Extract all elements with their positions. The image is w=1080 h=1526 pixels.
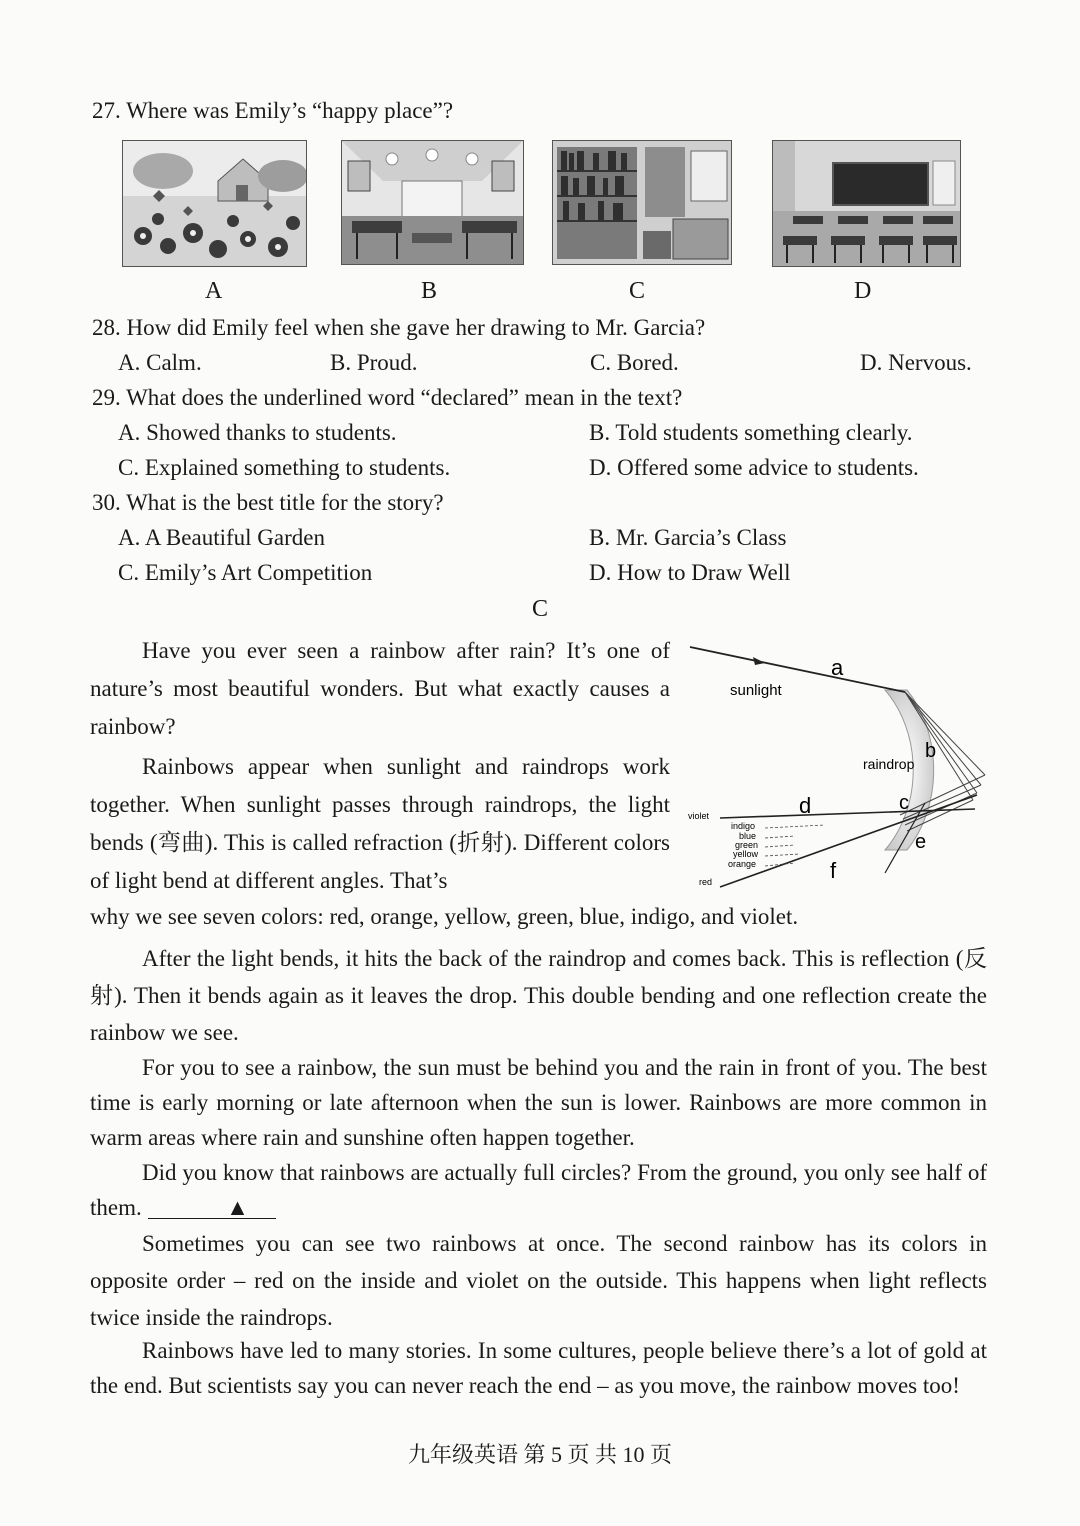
page-footer: 九年级英语 第 5 页 共 10 页 xyxy=(407,1442,672,1467)
question-29-option-d[interactable]: D. Offered some advice to students. xyxy=(589,455,919,480)
ray-f xyxy=(720,795,977,887)
question-28-option-c[interactable]: C. Bored. xyxy=(590,350,679,375)
diagram-label-a: a xyxy=(831,655,844,680)
question-28-option-a[interactable]: A. Calm. xyxy=(118,350,202,375)
diagram-label-e: e xyxy=(915,831,927,853)
question-29-option-a[interactable]: A. Showed thanks to students. xyxy=(118,420,397,445)
diagram-sunlight-label: sunlight xyxy=(730,682,782,699)
passage-paragraph-2-continued: why we see seven colors: red, orange, yellow, green, blue, indigo, and violet. xyxy=(90,904,799,929)
question-28-option-d[interactable]: D. Nervous. xyxy=(860,350,972,375)
question-29-stem: 29. What does the underlined word “declared” mean in the text? xyxy=(92,385,683,410)
diagram-label-b: b xyxy=(925,740,937,762)
garden-picture xyxy=(122,140,307,267)
passage-paragraph-2: Rainbows appear when sunlight and raindrops work together. When sunlight passes through raindrops, the light bends (弯曲). This is called refraction (折射). Different colors of light bend at different angles. That’s xyxy=(90,754,670,893)
passage-paragraph-3: After the light bends, it hits the back of the raindrop and comes back. This is reflection (反射). Then it bends again as it leaves the drop. This double bending and one reflection create the rainbow we see. xyxy=(90,946,987,1045)
question-29-option-b[interactable]: B. Told students something clearly. xyxy=(589,420,913,445)
passage-paragraph-4: For you to see a rainbow, the sun must be behind you and the rain in front of you. The best time is early morning or late afternoon when the sun is lower. Rainbows are more common in warm areas where rain and sunshine often happen together. xyxy=(90,1055,987,1150)
diagram-red-label: red xyxy=(699,877,713,887)
question-27-stem: 27. Where was Emily’s “happy place”? xyxy=(92,98,454,123)
option-a-label[interactable]: A xyxy=(205,278,223,304)
option-d-label[interactable]: D xyxy=(854,278,872,304)
rainbow-refraction-diagram xyxy=(685,635,995,895)
classroom-picture xyxy=(772,140,961,267)
passage-paragraph-5 xyxy=(90,1155,987,1225)
question-30-option-a[interactable]: A. A Beautiful Garden xyxy=(118,525,325,550)
diagram-indigo-label: indigo xyxy=(731,821,756,831)
diagram-blue-label: blue xyxy=(739,831,757,841)
question-30-option-d[interactable]: D. How to Draw Well xyxy=(589,560,791,585)
diagram-yellow-label: yellow xyxy=(733,849,759,859)
cafe-interior-picture xyxy=(341,140,524,265)
blank-marker: ▲ xyxy=(226,1195,249,1220)
question-30-option-b[interactable]: B. Mr. Garcia’s Class xyxy=(589,525,787,550)
answer-blank[interactable] xyxy=(148,1195,276,1220)
passage-paragraph-7: Rainbows have led to many stories. In some cultures, people believe there’s a lot of gold at the end. But scientists say you can never reach the end – as you move, the rainbow moves too! xyxy=(90,1338,987,1398)
diagram-label-f: f xyxy=(830,858,837,883)
section-c-heading: C xyxy=(532,596,549,622)
question-30-stem: 30. What is the best title for the story? xyxy=(92,490,444,515)
passage-paragraph-5-text: Did you know that rainbows are actually full circles? From the ground, you only see half of them. xyxy=(90,1160,987,1220)
diagram-raindrop-label: raindrop xyxy=(863,756,915,772)
passage-paragraph-6: Sometimes you can see two rainbows at once. The second rainbow has its colors in opposite order – red on the inside and violet on the outside. This happens when light reflects twice inside the raindrops. xyxy=(90,1231,987,1330)
diagram-label-c: c xyxy=(899,792,909,814)
option-c-label[interactable]: C xyxy=(629,278,646,304)
ray-a xyxy=(690,647,905,692)
option-b-label[interactable]: B xyxy=(421,278,438,304)
sunlight-arrow-icon xyxy=(753,657,765,665)
question-28-option-b[interactable]: B. Proud. xyxy=(330,350,418,375)
diagram-green-label: green xyxy=(735,840,759,850)
question-28-stem: 28. How did Emily feel when she gave her drawing to Mr. Garcia? xyxy=(92,315,706,340)
library-picture xyxy=(552,140,732,265)
question-30-option-c[interactable]: C. Emily’s Art Competition xyxy=(118,560,373,585)
diagram-orange-label: orange xyxy=(728,859,757,869)
diagram-violet-label: violet xyxy=(688,811,710,821)
question-29-option-c[interactable]: C. Explained something to students. xyxy=(118,455,451,480)
diagram-label-d: d xyxy=(799,793,812,818)
passage-paragraph-1: Have you ever seen a rainbow after rain? It’s one of nature’s most beautiful wonders. But what exactly causes a rainbow? xyxy=(90,638,670,739)
